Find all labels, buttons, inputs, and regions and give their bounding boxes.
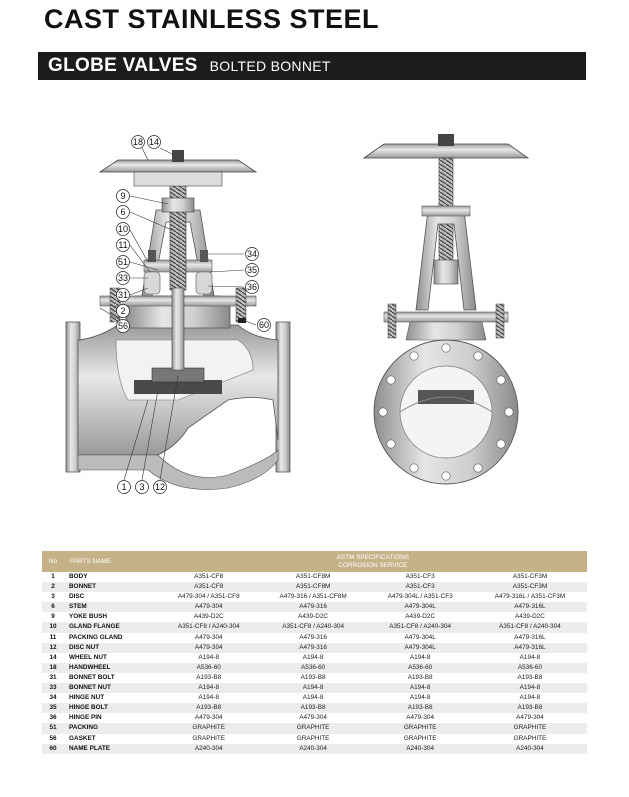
cell-spec-1: GRAPHITE xyxy=(159,723,259,733)
materials-table-body xyxy=(42,572,587,754)
cell-spec-1: GRAPHITE xyxy=(159,734,259,744)
table-row xyxy=(42,693,587,703)
cell-spec-1: A193-B8 xyxy=(159,673,259,683)
cell-spec-4: A479-316L xyxy=(473,643,587,653)
table-row xyxy=(42,703,587,713)
cell-spec-1: A240-304 xyxy=(159,744,259,754)
cell-part-name: BONNET NUT xyxy=(64,683,159,693)
cell-spec-4: A479-316L xyxy=(473,633,587,643)
cell-part-name: BODY xyxy=(64,572,159,582)
cell-spec-3: A194-8 xyxy=(367,683,472,693)
table-row xyxy=(42,734,587,744)
cell-spec-2: A479-304 xyxy=(259,713,368,723)
cell-spec-1: A351-CF8 xyxy=(159,572,259,582)
table-row xyxy=(42,582,587,592)
cell-no: 6 xyxy=(42,602,64,612)
header-spec-line1: ASTM SPECIFICATIONS xyxy=(336,553,409,561)
cell-no: 2 xyxy=(42,582,64,592)
cell-spec-3: A194-8 xyxy=(367,653,472,663)
cell-spec-1: A351-CF8 xyxy=(159,582,259,592)
cell-part-name: WHEEL NUT xyxy=(64,653,159,663)
cell-no: 18 xyxy=(42,663,64,673)
table-row xyxy=(42,723,587,733)
cell-spec-4: GRAPHITE xyxy=(473,734,587,744)
callout-1-label: 1 xyxy=(121,482,127,492)
cell-part-name: STEM xyxy=(64,602,159,612)
callout-56-label: 56 xyxy=(117,321,129,331)
cell-spec-1: A194-8 xyxy=(159,693,259,703)
cell-no: 9 xyxy=(42,612,64,622)
materials-table xyxy=(42,551,587,754)
cell-spec-4: A193-B8 xyxy=(473,673,587,683)
table-row xyxy=(42,602,587,612)
table-row xyxy=(42,612,587,622)
cell-spec-4: A193-B8 xyxy=(473,703,587,713)
cell-no: 60 xyxy=(42,744,64,754)
cell-no: 14 xyxy=(42,653,64,663)
callout-18-label: 18 xyxy=(132,137,144,147)
cell-part-name: HINGE BOLT xyxy=(64,703,159,713)
cell-no: 3 xyxy=(42,592,64,602)
cell-no: 31 xyxy=(42,673,64,683)
cell-spec-4: A536-60 xyxy=(473,663,587,673)
callout-60-label: 60 xyxy=(258,320,270,330)
callout-11-label: 11 xyxy=(118,240,128,250)
cell-no: 33 xyxy=(42,683,64,693)
cell-spec-3: A194-8 xyxy=(367,693,472,703)
cell-spec-2: A479-316 xyxy=(259,633,368,643)
cell-spec-3: A193-B8 xyxy=(367,703,472,713)
section-header-bar xyxy=(38,52,586,80)
cell-spec-2: GRAPHITE xyxy=(259,723,368,733)
cell-no: 1 xyxy=(42,572,64,582)
callout-33-label: 33 xyxy=(117,273,129,283)
cell-no: 34 xyxy=(42,693,64,703)
cell-no: 35 xyxy=(42,703,64,713)
cell-spec-3: A351-CF3 xyxy=(367,582,472,592)
cell-spec-3: A479-304L / A351-CF3 xyxy=(367,592,472,602)
end-view xyxy=(364,134,528,484)
cell-spec-1: A351-CF8 / A240-304 xyxy=(159,622,259,632)
cell-part-name: YOKE BUSH xyxy=(64,612,159,622)
table-row xyxy=(42,744,587,754)
cell-spec-2: GRAPHITE xyxy=(259,734,368,744)
table-row xyxy=(42,683,587,693)
cell-spec-1: A194-8 xyxy=(159,653,259,663)
cell-spec-2: A351-CF8 / A240-304 xyxy=(259,622,368,632)
header-no: No xyxy=(42,551,64,572)
cell-spec-2: A351-CF8M xyxy=(259,572,368,582)
cell-spec-4: GRAPHITE xyxy=(473,723,587,733)
cell-spec-2: A479-316 xyxy=(259,602,368,612)
callout-31-label: 31 xyxy=(117,290,129,300)
cell-spec-1: A439-D2C xyxy=(159,612,259,622)
table-row xyxy=(42,643,587,653)
cell-spec-3: A193-B8 xyxy=(367,673,472,683)
cell-spec-1: A536-60 xyxy=(159,663,259,673)
callout-35-label: 35 xyxy=(246,265,258,275)
table-row xyxy=(42,673,587,683)
cell-spec-3: GRAPHITE xyxy=(367,723,472,733)
cell-spec-2: A439-D2C xyxy=(259,612,368,622)
table-row xyxy=(42,653,587,663)
cell-spec-2: A479-316 / A351-CF8M xyxy=(259,592,368,602)
cell-part-name: HANDWHEEL xyxy=(64,663,159,673)
cell-no: 51 xyxy=(42,723,64,733)
table-row xyxy=(42,633,587,643)
cell-part-name: HINGE NUT xyxy=(64,693,159,703)
cell-spec-4: A351-CF3M xyxy=(473,582,587,592)
cell-spec-2: A536-60 xyxy=(259,663,368,673)
callout-34-label: 34 xyxy=(246,249,258,259)
cell-spec-2: A240-304 xyxy=(259,744,368,754)
callout-51-label: 51 xyxy=(117,257,129,267)
header-astm-spec xyxy=(159,551,587,572)
header-spec-line2: CORROSION SERVICE xyxy=(338,561,408,569)
cell-part-name: PACKING GLAND xyxy=(64,633,159,643)
section-title: GLOBE VALVES xyxy=(48,55,198,76)
table-row xyxy=(42,713,587,723)
page-title: CAST STAINLESS STEEL xyxy=(44,4,380,34)
cell-spec-3: A536-60 xyxy=(367,663,472,673)
cell-part-name: GLAND FLANGE xyxy=(64,622,159,632)
cell-part-name: DISC xyxy=(64,592,159,602)
cell-spec-3: A479-304 xyxy=(367,713,472,723)
sectional-view xyxy=(66,136,290,494)
cell-spec-4: A351-CF8 / A240-304 xyxy=(473,622,587,632)
cell-spec-3: A351-CF8 / A240-304 xyxy=(367,622,472,632)
callout-6-label: 6 xyxy=(120,207,126,217)
cell-spec-3: A240-304 xyxy=(367,744,472,754)
cell-spec-1: A479-304 xyxy=(159,633,259,643)
callout-10-label: 10 xyxy=(117,224,129,234)
table-row xyxy=(42,572,587,582)
cell-spec-2: A193-B8 xyxy=(259,673,368,683)
cell-part-name: PACKING xyxy=(64,723,159,733)
cell-spec-3: A479-304L xyxy=(367,643,472,653)
cell-spec-3: A439-D2C xyxy=(367,612,472,622)
callout-9-label: 9 xyxy=(120,191,126,201)
cell-no: 11 xyxy=(42,633,64,643)
cell-part-name: BONNET BOLT xyxy=(64,673,159,683)
section-subtitle: BOLTED BONNET xyxy=(209,58,331,74)
cell-spec-3: A351-CF3 xyxy=(367,572,472,582)
cell-spec-4: A479-316L xyxy=(473,602,587,612)
cell-spec-4: A479-304 xyxy=(473,713,587,723)
callout-36-label: 36 xyxy=(246,282,258,292)
cell-no: 12 xyxy=(42,643,64,653)
callout-12-label: 12 xyxy=(154,482,166,492)
cell-spec-3: A479-304L xyxy=(367,633,472,643)
cell-spec-1: A194-8 xyxy=(159,683,259,693)
cell-spec-1: A479-304 xyxy=(159,602,259,612)
table-row xyxy=(42,663,587,673)
cell-spec-3: GRAPHITE xyxy=(367,734,472,744)
cell-spec-1: A479-304 xyxy=(159,713,259,723)
cell-no: 10 xyxy=(42,622,64,632)
cell-spec-2: A194-8 xyxy=(259,683,368,693)
cell-spec-4: A194-8 xyxy=(473,653,587,663)
cell-spec-4: A351-CF3M xyxy=(473,572,587,582)
table-row xyxy=(42,622,587,632)
cell-spec-2: A479-316 xyxy=(259,643,368,653)
callout-2-label: 2 xyxy=(120,306,126,316)
table-row xyxy=(42,592,587,602)
cell-spec-2: A194-8 xyxy=(259,653,368,663)
cell-spec-1: A479-304 xyxy=(159,643,259,653)
cell-spec-4: A194-8 xyxy=(473,683,587,693)
cell-part-name: GASKET xyxy=(64,734,159,744)
cell-spec-1: A193-B8 xyxy=(159,703,259,713)
cell-spec-4: A240-304 xyxy=(473,744,587,754)
cell-part-name: HINGE PIN xyxy=(64,713,159,723)
cell-spec-2: A194-8 xyxy=(259,693,368,703)
cell-part-name: DISC NUT xyxy=(64,643,159,653)
valve-drawing xyxy=(38,100,598,540)
cell-spec-4: A479-316L / A351-CF3M xyxy=(473,592,587,602)
cell-part-name: BONNET xyxy=(64,582,159,592)
cell-spec-1: A479-304 / A351-CF8 xyxy=(159,592,259,602)
callout-3-label: 3 xyxy=(139,482,145,492)
cell-spec-2: A351-CF8M xyxy=(259,582,368,592)
table-header-row xyxy=(42,551,587,572)
header-parts-name: PARTS NAME xyxy=(64,551,159,572)
cell-part-name: NAME PLATE xyxy=(64,744,159,754)
callout-14-label: 14 xyxy=(148,137,160,147)
cell-spec-4: A439-D2C xyxy=(473,612,587,622)
cell-no: 36 xyxy=(42,713,64,723)
cell-no: 56 xyxy=(42,734,64,744)
cell-spec-2: A193-B8 xyxy=(259,703,368,713)
cell-spec-3: A479-304L xyxy=(367,602,472,612)
cell-spec-4: A194-8 xyxy=(473,693,587,703)
